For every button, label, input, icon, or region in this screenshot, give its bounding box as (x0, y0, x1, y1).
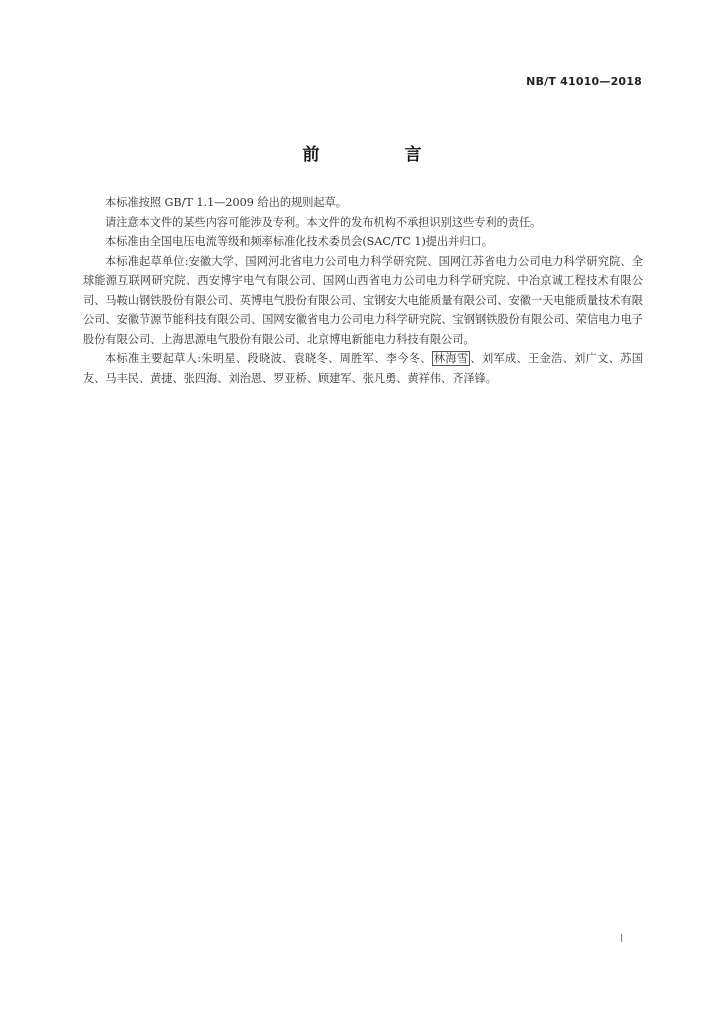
drafters-text-after: 、刘军成、王金浩、刘广文、苏国友、马丰民、黄捷、张四海、刘治恩、罗亚桥、顾建军、张凡勇、黄祥伟、齐泽锋。 (83, 352, 643, 385)
page-number: I (620, 932, 624, 945)
foreword-body (83, 193, 643, 388)
paragraph-drafting-units: 本标准起草单位:安徽大学、国网河北省电力公司电力科学研究院、国网江苏省电力公司电力科学研究院、全球能源互联网研究院、西安博宇电气有限公司、国网山西省电力公司电力科学研究院、中冶京诚工程技术有限公司、马鞍山钢铁股份有限公司、英博电气股份有限公司、宝钢安大电能质量有限公司、安徽一天电能质量技术有限公司、安徽节源节能科技有限公司、国网安徽省电力公司电力科学研究院、宝钢钢铁股份有限公司、荣信电力电子股份有限公司、上海思源电气股份有限公司、北京博电新能电力科技有限公司。 (83, 254, 643, 346)
page-title: 前 言 (302, 145, 456, 165)
paragraph-drafters (83, 349, 643, 388)
paragraph-drafting-rules: 本标准按照 GB/T 1.1—2009 给出的规则起草。 (105, 196, 347, 209)
paragraph-proposer: 本标准由全国电压电流等级和频率标准化技术委员会(SAC/TC 1)提出并归口。 (105, 235, 493, 248)
standard-code: NB/T 41010—2018 (526, 75, 642, 88)
boxed-drafter-name: 林海雪 (433, 352, 469, 365)
drafters-text-before: 本标准主要起草人:朱明星、段晓波、袁晓冬、周胜军、李今冬、 (105, 352, 432, 365)
paragraph-patent-notice: 请注意本文件的某些内容可能涉及专利。本文件的发布机构不承担识别这些专利的责任。 (105, 215, 542, 229)
